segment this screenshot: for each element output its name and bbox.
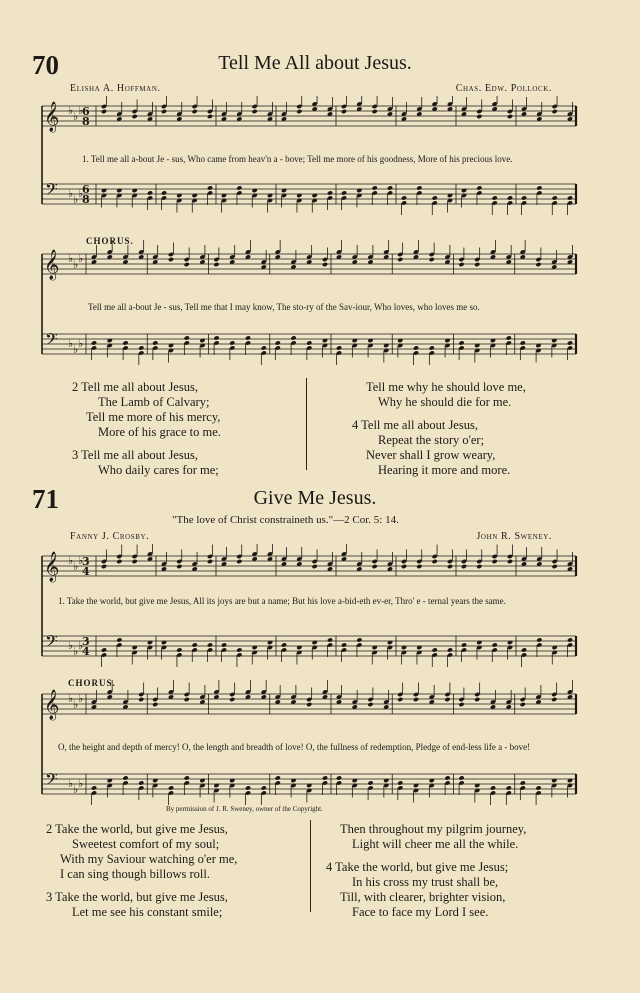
lyric-line: O, the height and depth of mercy! O, the length and breadth of love! O, the fullness of redemption, Pledge of end-less life a - bove!: [58, 742, 531, 752]
svg-text:♭: ♭: [73, 258, 79, 271]
music-staff: [34, 544, 580, 678]
chorus-label: CHORUS.: [68, 678, 116, 688]
epigraph: "The love of Christ constraineth us."—2 Cor. 5: 14.: [172, 514, 399, 526]
svg-text:♭: ♭: [78, 187, 84, 200]
verse-line: Repeat the story o'er;: [378, 433, 485, 447]
svg-text:♭: ♭: [68, 777, 74, 790]
svg-text:♭: ♭: [78, 554, 84, 567]
svg-text:𝄢: 𝄢: [45, 179, 58, 203]
verse-line: The Lamb of Calvary;: [98, 395, 210, 409]
verse-line: Then throughout my pilgrim journey,: [340, 822, 527, 836]
verse-line: 2 Take the world, but give me Jesus,: [46, 822, 228, 836]
svg-text:♭: ♭: [68, 337, 74, 350]
svg-text:8: 8: [82, 193, 90, 206]
verse-line: I can sing though billows roll.: [60, 867, 210, 881]
svg-text:𝄞: 𝄞: [44, 690, 60, 720]
svg-text:6: 6: [82, 183, 90, 196]
hymn-number: 71: [32, 484, 59, 514]
lyric-line: Tell me all a-bout Je - sus, Tell me that I may know, The sto-ry of the Sav-iour, Who loves, who loves me so.: [88, 302, 480, 312]
verse-line: In his cross my trust shall be,: [352, 875, 499, 889]
verses-right: [352, 380, 526, 478]
svg-text:𝄢: 𝄢: [45, 631, 58, 655]
verse-line: Face to face my Lord I see.: [352, 905, 489, 919]
svg-text:♭: ♭: [73, 343, 79, 356]
column-divider: [306, 378, 307, 470]
music-system: [34, 544, 580, 678]
verse-line: Hearing it more and more.: [378, 463, 511, 477]
composer-credit: John R. Sweney.: [476, 531, 552, 542]
composer-credit: Chas. Edw. Pollock.: [455, 83, 552, 94]
hymn-title: Tell Me All about Jesus.: [218, 52, 412, 74]
svg-text:8: 8: [82, 115, 90, 128]
svg-text:4: 4: [82, 645, 90, 658]
svg-text:𝄞: 𝄞: [44, 102, 60, 132]
svg-text:♭: ♭: [68, 104, 74, 117]
svg-text:𝄞: 𝄞: [44, 250, 60, 280]
music-system-chorus: [34, 676, 580, 818]
verse-line: Till, with clearer, brighter vision,: [340, 890, 506, 904]
svg-text:♭: ♭: [78, 692, 84, 705]
verse-line: More of his grace to me.: [98, 425, 221, 439]
verse-line: With my Saviour watching o'er me,: [60, 852, 238, 866]
svg-text:𝄢: 𝄢: [45, 769, 58, 793]
hymn-title: Give Me Jesus.: [253, 487, 377, 509]
svg-text:♭: ♭: [68, 554, 74, 567]
svg-text:♭: ♭: [78, 337, 84, 350]
verse-line: Tell me why he should love me,: [366, 380, 526, 394]
svg-text:3: 3: [82, 555, 90, 568]
svg-text:♭: ♭: [73, 783, 79, 796]
verse-line: 2 Tell me all about Jesus,: [72, 380, 198, 394]
svg-text:♭: ♭: [78, 639, 84, 652]
verse-line: 3 Tell me all about Jesus,: [72, 448, 198, 462]
verse-line: 3 Take the world, but give me Jesus,: [46, 890, 228, 904]
lyricist-credit: Elisha A. Hoffman.: [70, 83, 161, 94]
music-system: [34, 96, 580, 226]
verses-left: [46, 822, 237, 920]
copyright-permission: By permission of J. R. Sweney, owner of the Copyright.: [166, 805, 323, 813]
chorus-label: CHORUS.: [86, 236, 134, 246]
column-divider: [310, 820, 311, 912]
svg-text:♭: ♭: [68, 252, 74, 265]
svg-text:♭: ♭: [73, 645, 79, 658]
verse-line: Let me see his constant smile;: [72, 905, 223, 919]
svg-text:♭: ♭: [73, 698, 79, 711]
verse-line: Why he should die for me.: [378, 395, 512, 409]
lyric-line: 1. Tell me all a-bout Je - sus, Who came from heav'n a - bove; Tell me more of his goodness, More of his precious love.: [82, 154, 513, 164]
verse-line: Light will cheer me all the while.: [352, 837, 519, 851]
svg-text:4: 4: [82, 565, 90, 578]
svg-text:6: 6: [82, 105, 90, 118]
svg-text:♭: ♭: [78, 252, 84, 265]
svg-text:♭: ♭: [78, 104, 84, 117]
music-system-chorus: [34, 232, 580, 372]
svg-text:♭: ♭: [73, 560, 79, 573]
svg-text:♭: ♭: [73, 110, 79, 123]
hymn-number: 70: [32, 50, 59, 80]
verse-line: Sweetest comfort of my soul;: [72, 837, 220, 851]
verses-left: [72, 380, 221, 478]
svg-text:𝄢: 𝄢: [45, 329, 58, 353]
svg-text:♭: ♭: [68, 639, 74, 652]
verse-line: Tell me more of his mercy,: [86, 410, 221, 424]
svg-text:♭: ♭: [78, 777, 84, 790]
verses-right: [326, 822, 526, 920]
verse-line: Never shall I grow weary,: [366, 448, 496, 462]
lyric-line: 1. Take the world, but give me Jesus, All its joys are but a name; But his love a-bid-eth ev-er, Thro' e - ternal years the same.: [58, 596, 506, 606]
svg-text:♭: ♭: [68, 187, 74, 200]
svg-text:♭: ♭: [73, 193, 79, 206]
verse-line: 4 Take the world, but give me Jesus;: [326, 860, 509, 874]
svg-text:3: 3: [82, 635, 90, 648]
verse-line: 4 Tell me all about Jesus,: [352, 418, 478, 432]
verse-line: Who daily cares for me;: [98, 463, 219, 477]
lyricist-credit: Fanny J. Crosby.: [70, 531, 150, 542]
svg-text:𝄞: 𝄞: [44, 552, 60, 582]
svg-text:♭: ♭: [68, 692, 74, 705]
